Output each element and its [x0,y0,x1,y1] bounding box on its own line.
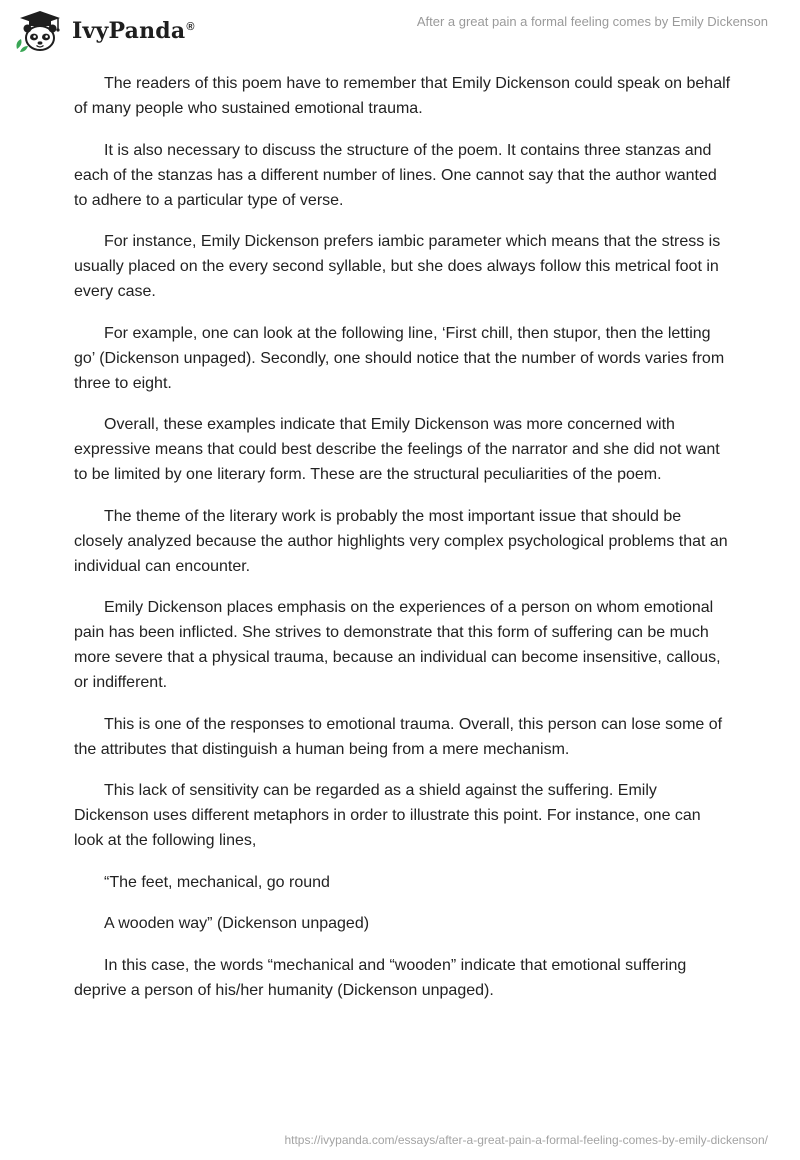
paragraph: Overall, these examples indicate that Emily Dickenson was more concerned with expressive means that could best describe the feelings of the narrator and she did not want to be limited by one literary form. These are the structural peculiarities of the poem. [74,416,720,483]
document-title: After a great pain a formal feeling comes by Emily Dickenson [416,14,768,29]
panda-logo-icon [14,9,66,53]
paragraph: Emily Dickenson places emphasis on the experiences of a person on whom emotional pain has been inflicted. She strives to demonstrate that this form of suffering can be much more severe that a physical trauma, because an individual can become insensitive, callous, or indifferent. [74,599,721,691]
paragraph: For example, one can look at the following line, ‘First chill, then stupor, then the letting go’ (Dickenson unpaged). Secondly, one should notice that the number of words varies from three to eight. [74,324,725,392]
paragraph: It is also necessary to discuss the structure of the poem. It contains three stanzas and each of the stanzas has a different number of lines. One cannot say that the author wanted to adhere to a particular type of verse. [74,141,717,209]
paragraph: The theme of the literary work is probably the most important issue that should be closely analyzed because the author highlights very complex psychological problems that an individual can encounter. [74,507,728,575]
poem-quote-line: “The feet, mechanical, go round [104,873,330,891]
essay-body [74,71,734,1019]
paragraph: For instance, Emily Dickenson prefers iambic parameter which means that the stress is usually placed on the every second syllable, but she does always follow this metrical foot in every case. [74,233,721,300]
paragraph: This lack of sensitivity can be regarded as a shield against the suffering. Emily Dickenson uses different metaphors in order to illustrate this point. For instance, one can look at the following lines, [74,782,701,849]
paragraph: In this case, the words “mechanical and “wooden” indicate that emotional suffering deprive a person of his/her humanity (Dickenson unpaged). [74,956,687,999]
brand-name: IvyPanda® [72,18,195,44]
ivypanda-logo[interactable] [14,9,195,53]
source-url[interactable]: https://ivypanda.com/essays/after-a-great-pain-a-formal-feeling-comes-by-emily-dickenson/ [284,1133,768,1147]
poem-quote-line: A wooden way” (Dickenson unpaged) [104,915,370,932]
registered-mark: ® [186,20,195,33]
paragraph: The readers of this poem have to remember that Emily Dickenson could speak on behalf of many people who sustained emotional trauma. [74,75,731,117]
page-header [0,0,800,62]
paragraph: This is one of the responses to emotional trauma. Overall, this person can lose some of the attributes that distinguish a human being from a mere mechanism. [74,715,723,758]
